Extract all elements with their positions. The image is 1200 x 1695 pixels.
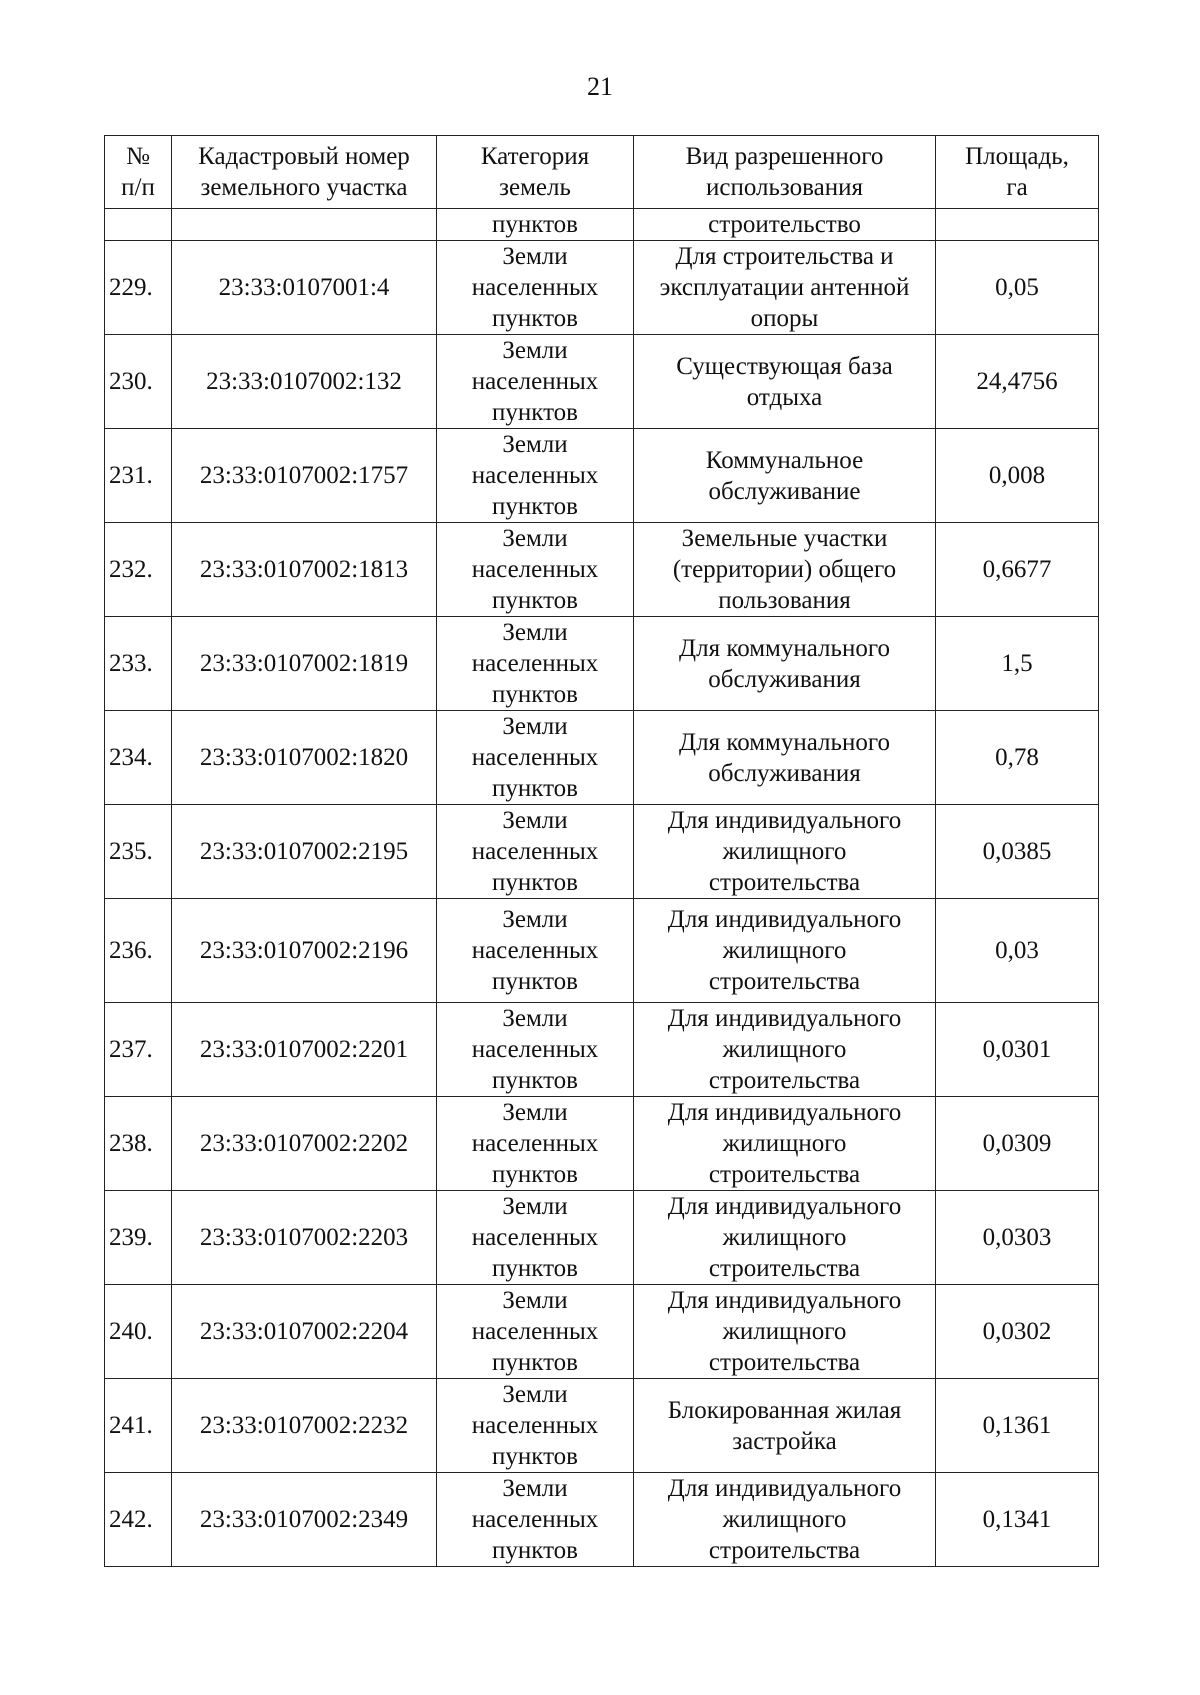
cell-area: 0,0303 [936, 1191, 1099, 1285]
cell-area: 0,05 [936, 241, 1099, 335]
cell-category [437, 1285, 634, 1379]
category-line: населенных [471, 556, 599, 583]
cell-cadastral: 23:33:0107002:1819 [172, 617, 437, 711]
land-plots-table [104, 135, 1099, 1567]
cell-num: 241. [105, 1379, 172, 1473]
usage-line: жилищного [722, 838, 847, 865]
header-row [105, 136, 1099, 209]
usage-line: Для коммунального [679, 728, 890, 756]
cell-num: 231. [105, 429, 172, 523]
category-line: пунктов [492, 1443, 578, 1470]
header-num-line: п/п [121, 174, 155, 201]
usage-line: обслуживания [708, 759, 861, 787]
cell-usage [634, 1285, 936, 1379]
table-row [105, 335, 1099, 429]
cell-usage [634, 805, 936, 899]
category-line: населенных [471, 274, 599, 301]
table-row [105, 1003, 1099, 1097]
cell-area: 0,6677 [936, 523, 1099, 617]
usage-line: строительства [708, 869, 861, 896]
usage-line: строительства [708, 1161, 861, 1188]
category-line: Земли [502, 619, 568, 646]
category-line: пунктов [492, 1349, 578, 1376]
category-line: пунктов [492, 399, 578, 426]
header-cadastral-line: земельного участка [200, 174, 408, 201]
usage-line: Для индивидуального [667, 1005, 902, 1032]
cell-area: 1,5 [936, 617, 1099, 711]
cell-category [437, 1379, 634, 1473]
cell-category [437, 241, 634, 335]
cell-category [437, 335, 634, 429]
usage-line: обслуживание [708, 477, 861, 505]
cell-category [437, 429, 634, 523]
cell-usage [634, 523, 936, 617]
usage-line: жилищного [722, 937, 847, 964]
usage-line: Земельные участки [681, 525, 888, 552]
usage-line: Для индивидуального [667, 1193, 902, 1220]
cell-num: 236. [105, 899, 172, 1003]
cell-area: 0,0309 [936, 1097, 1099, 1191]
cell-usage: строительство [634, 209, 936, 241]
cell-usage [634, 617, 936, 711]
usage-line: (территории) общего [672, 556, 897, 583]
category-line: пунктов [492, 305, 578, 332]
header-usage-line: Вид разрешенного [685, 143, 884, 170]
usage-line: жилищного [722, 1036, 847, 1063]
category-line: населенных [471, 368, 599, 395]
table-body [105, 209, 1099, 1567]
table-row [105, 899, 1099, 1003]
usage-line: жилищного [722, 1506, 847, 1533]
usage-line: отдыха [746, 383, 823, 411]
cell-area: 0,1341 [936, 1473, 1099, 1567]
usage-line: жилищного [722, 1318, 847, 1345]
cell-usage [634, 241, 936, 335]
cell-category [437, 711, 634, 805]
table-row [105, 1191, 1099, 1285]
cell-num: 239. [105, 1191, 172, 1285]
cell-category [437, 899, 634, 1003]
cell-category [437, 523, 634, 617]
page-number: 21 [587, 72, 613, 101]
header-usage [634, 136, 936, 209]
table-row [105, 523, 1099, 617]
cell-num: 240. [105, 1285, 172, 1379]
category-line: Земли [502, 1005, 568, 1032]
category-line: Земли [502, 1475, 568, 1502]
usage-line: жилищного [722, 1224, 847, 1251]
cell-num: 229. [105, 241, 172, 335]
table-row [105, 617, 1099, 711]
cell-num: 230. [105, 335, 172, 429]
cell-cadastral: 23:33:0107002:1757 [172, 429, 437, 523]
usage-line: Для индивидуального [667, 1287, 902, 1314]
cell-cadastral [172, 209, 437, 241]
category-line: пунктов [492, 968, 578, 995]
table-header [105, 136, 1099, 209]
cell-usage [634, 1473, 936, 1567]
cell-cadastral: 23:33:0107002:132 [172, 335, 437, 429]
cell-usage [634, 429, 936, 523]
cell-area [936, 209, 1099, 241]
cell-num: 238. [105, 1097, 172, 1191]
category-line: Земли [502, 1287, 568, 1314]
category-line: Земли [502, 337, 568, 364]
usage-line: Для индивидуального [667, 1475, 902, 1502]
category-line: населенных [471, 1130, 599, 1157]
cell-num: 242. [105, 1473, 172, 1567]
usage-line: обслуживания [708, 665, 861, 693]
category-line: населенных [471, 1224, 599, 1251]
table-row [105, 805, 1099, 899]
cell-num [105, 209, 172, 241]
category-line: пунктов [492, 775, 578, 802]
cell-category [437, 1003, 634, 1097]
header-num-line: № [126, 143, 150, 170]
header-category-line: Категория [480, 143, 590, 170]
cell-usage [634, 711, 936, 805]
cell-category [437, 617, 634, 711]
cell-usage [634, 1003, 936, 1097]
cell-cadastral: 23:33:0107002:2232 [172, 1379, 437, 1473]
cell-area: 0,1361 [936, 1379, 1099, 1473]
category-line: населенных [471, 1036, 599, 1063]
usage-line: эксплуатации антенной [659, 274, 910, 301]
usage-line: строительства [708, 1537, 861, 1564]
header-area [936, 136, 1099, 209]
category-line: Земли [502, 431, 568, 458]
category-line: пунктов [492, 1161, 578, 1188]
usage-line: Для индивидуального [667, 807, 902, 834]
table-row [105, 1285, 1099, 1379]
header-area-line: га [1006, 174, 1028, 201]
cell-area: 0,0385 [936, 805, 1099, 899]
cell-cadastral: 23:33:0107002:1820 [172, 711, 437, 805]
category-line: Земли [502, 807, 568, 834]
table-row [105, 711, 1099, 805]
usage-line: Для индивидуального [667, 906, 902, 933]
cell-area: 24,4756 [936, 335, 1099, 429]
cell-area: 0,0302 [936, 1285, 1099, 1379]
category-line: пунктов [492, 493, 578, 520]
usage-line: застройка [732, 1427, 837, 1455]
cell-usage [634, 899, 936, 1003]
category-line: Земли [502, 243, 568, 270]
cell-usage [634, 1379, 936, 1473]
table-row [105, 1379, 1099, 1473]
category-line: населенных [471, 1318, 599, 1345]
table-row [105, 241, 1099, 335]
category-line: пунктов [492, 681, 578, 708]
cell-area: 0,03 [936, 899, 1099, 1003]
category-line: Земли [502, 1381, 568, 1408]
category-line: населенных [471, 937, 599, 964]
cell-cadastral: 23:33:0107002:2202 [172, 1097, 437, 1191]
header-category-line: земель [499, 174, 571, 201]
usage-line: опоры [750, 305, 819, 332]
cell-cadastral: 23:33:0107002:2203 [172, 1191, 437, 1285]
cell-num: 235. [105, 805, 172, 899]
usage-line: пользования [718, 587, 851, 614]
category-line: пунктов [492, 1537, 578, 1564]
category-line: пунктов [492, 1255, 578, 1282]
cell-cadastral: 23:33:0107002:2196 [172, 899, 437, 1003]
usage-line: строительства [708, 968, 861, 995]
category-line: населенных [471, 650, 599, 677]
category-line: пунктов [492, 587, 578, 614]
cell-usage [634, 1191, 936, 1285]
cell-usage [634, 335, 936, 429]
category-line: населенных [471, 744, 599, 771]
usage-line: строительства [708, 1349, 861, 1376]
cell-usage [634, 1097, 936, 1191]
header-usage-line: использования [706, 174, 863, 201]
category-line: Земли [502, 713, 568, 740]
cell-category [437, 1191, 634, 1285]
category-line: Земли [502, 525, 568, 552]
header-category [437, 136, 634, 209]
header-cadastral [172, 136, 437, 209]
cell-num: 233. [105, 617, 172, 711]
cell-cadastral: 23:33:0107002:2201 [172, 1003, 437, 1097]
usage-line: Блокированная жилая [667, 1396, 902, 1424]
cell-cadastral: 23:33:0107001:4 [172, 241, 437, 335]
usage-line: Для коммунального [679, 634, 890, 662]
cell-category [437, 805, 634, 899]
usage-line: строительства [708, 1255, 861, 1282]
category-line: Земли [502, 906, 568, 933]
category-line: населенных [471, 1506, 599, 1533]
cell-category [437, 1097, 634, 1191]
category-line: пунктов [492, 1067, 578, 1094]
cell-area: 0,008 [936, 429, 1099, 523]
table-row [105, 1097, 1099, 1191]
category-line: населенных [471, 462, 599, 489]
cell-cadastral: 23:33:0107002:2349 [172, 1473, 437, 1567]
cell-num: 237. [105, 1003, 172, 1097]
usage-line: Для строительства и [675, 243, 894, 270]
category-line: населенных [471, 838, 599, 865]
cell-category: пунктов [437, 209, 634, 241]
continuation-row [105, 209, 1099, 241]
category-line: Земли [502, 1193, 568, 1220]
header-area-line: Площадь, [965, 143, 1069, 170]
cell-cadastral: 23:33:0107002:2204 [172, 1285, 437, 1379]
table-row [105, 429, 1099, 523]
cell-num: 234. [105, 711, 172, 805]
usage-line: Для индивидуального [667, 1099, 902, 1126]
cell-cadastral: 23:33:0107002:1813 [172, 523, 437, 617]
cell-cadastral: 23:33:0107002:2195 [172, 805, 437, 899]
table-row [105, 1473, 1099, 1567]
cell-area: 0,78 [936, 711, 1099, 805]
usage-line: Коммунальное [705, 446, 864, 474]
usage-line: жилищного [722, 1130, 847, 1157]
usage-line: строительства [708, 1067, 861, 1094]
cell-num: 232. [105, 523, 172, 617]
category-line: пунктов [492, 869, 578, 896]
cell-area: 0,0301 [936, 1003, 1099, 1097]
category-line: населенных [471, 1412, 599, 1439]
header-num [105, 136, 172, 209]
cell-category [437, 1473, 634, 1567]
usage-line: Существующая база [676, 352, 893, 380]
header-cadastral-line: Кадастровый номер [198, 143, 410, 170]
category-line: Земли [502, 1099, 568, 1126]
